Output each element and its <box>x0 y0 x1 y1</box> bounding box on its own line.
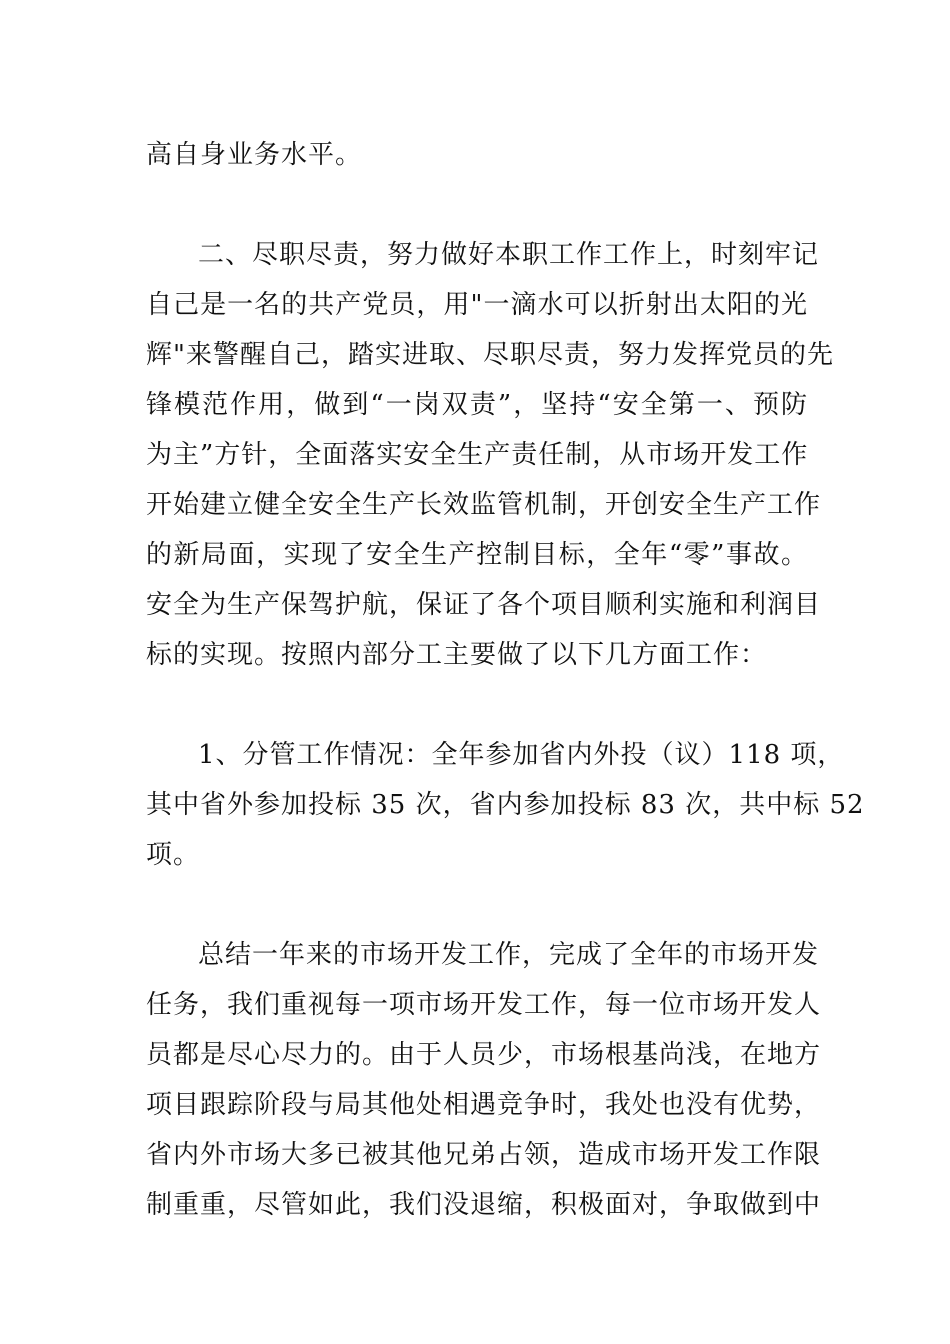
text-line: 的新局面，实现了安全生产控制目标，全年“零”事故。 <box>146 540 808 570</box>
text-line <box>146 930 820 980</box>
text-line: 任务，我们重视每一项市场开发工作，每一位市场开发人 <box>146 990 822 1020</box>
text-line: 开始建立健全安全生产长效监管机制，开创安全生产工作 <box>146 490 822 520</box>
text-line: 其中省外参加投标 35 次，省内参加投标 83 次，共中标 52 <box>146 790 865 820</box>
text-line <box>146 230 820 280</box>
text-line: 自己是一名的共产党员，用"一滴水可以折射出太阳的光 <box>146 290 808 320</box>
text-line: 项。 <box>146 840 201 870</box>
paragraph-duty <box>146 230 834 680</box>
paragraph-summary <box>146 930 822 1230</box>
paragraph-work-status <box>146 730 865 880</box>
text-line: 高自身业务水平。 <box>146 140 363 170</box>
paragraph-continuation <box>146 130 808 180</box>
text-line: 锋模范作用，做到“一岗双责”，坚持“安全第一、预防 <box>146 390 808 420</box>
text-line-content: 1、分管工作情况：全年参加省内外投（议）118 项， <box>198 740 845 770</box>
text-line: 标的实现。按照内部分工主要做了以下几方面工作： <box>146 640 768 670</box>
text-line: 制重重，尽管如此，我们没退缩，积极面对，争取做到中 <box>146 1190 822 1220</box>
text-line-content: 二、尽职尽责，努力做好本职工作工作上，时刻牢记 <box>198 240 820 270</box>
text-line: 安全为生产保驾护航，保证了各个项目顺利实施和利润目 <box>146 590 822 620</box>
text-line: 项目跟踪阶段与局其他处相遇竞争时，我处也没有优势， <box>146 1090 822 1120</box>
text-line <box>146 730 845 780</box>
text-line: 员都是尽心尽力的。由于人员少，市场根基尚浅，在地方 <box>146 1040 822 1070</box>
text-line: 辉"来警醒自己，踏实进取、尽职尽责，努力发挥党员的先 <box>146 340 834 370</box>
text-line-content: 总结一年来的市场开发工作，完成了全年的市场开发 <box>198 940 820 970</box>
text-line: 省内外市场大多已被其他兄弟占领，造成市场开发工作限 <box>146 1140 822 1170</box>
text-line: 为主”方针，全面落实安全生产责任制，从市场开发工作 <box>146 440 809 470</box>
